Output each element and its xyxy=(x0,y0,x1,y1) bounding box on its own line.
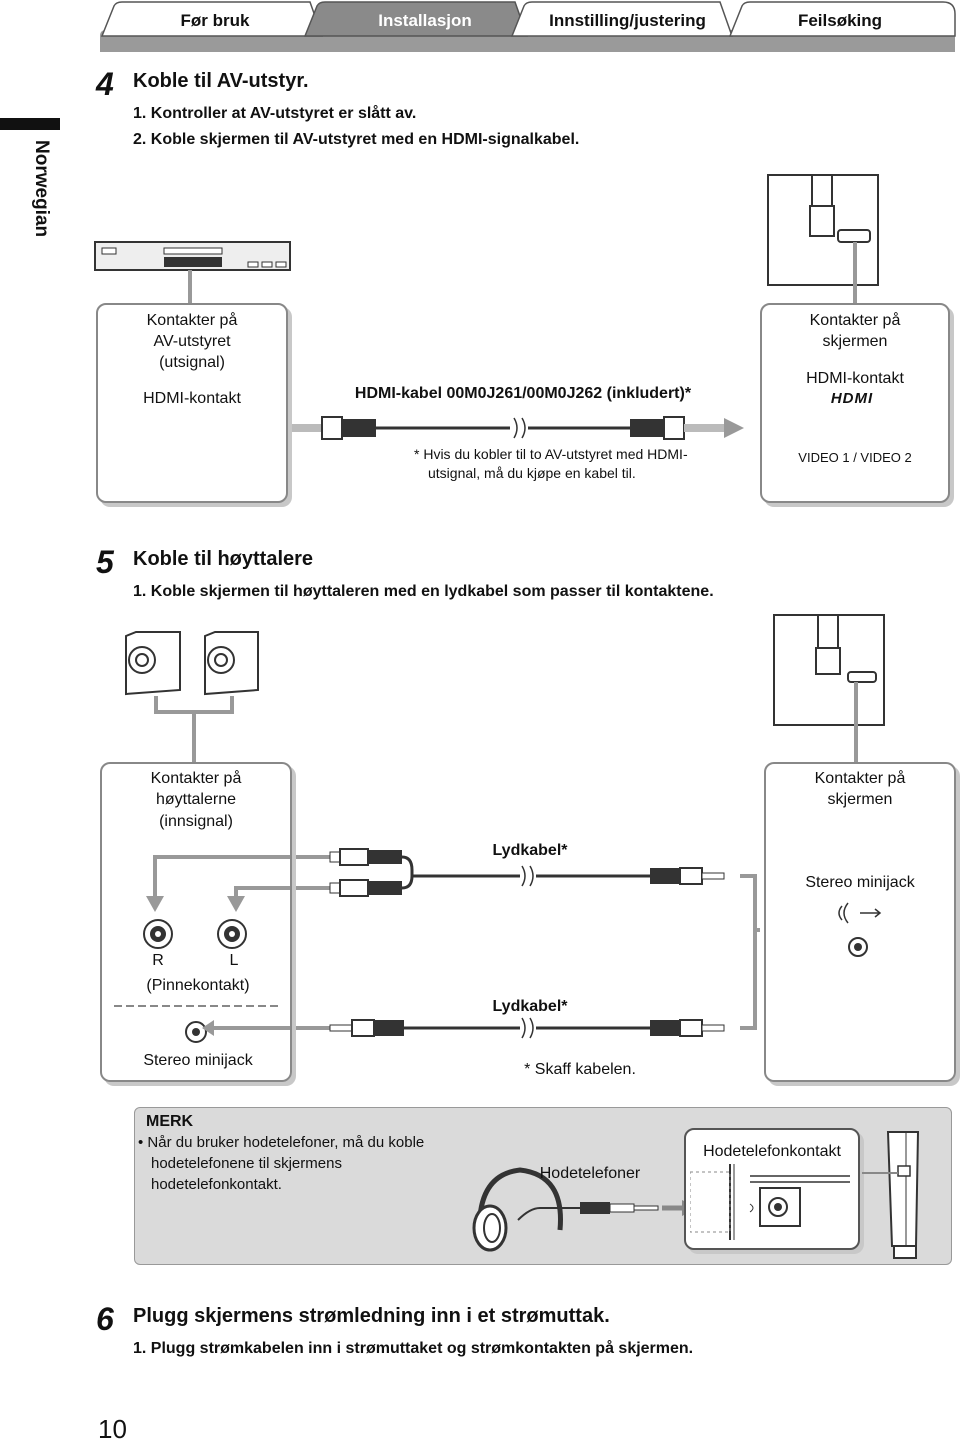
monitor-audio-title-1: Kontakter på xyxy=(814,770,906,787)
av-box-title-1: Kontakter på xyxy=(146,312,238,329)
step-4-line-2: 2. Koble skjermen til AV-utstyret med en HDMI-signalkabel. xyxy=(133,131,580,148)
tab-innstilling-justering[interactable]: Innstilling/justering xyxy=(549,11,706,30)
hdmi-cable-label: HDMI-kabel 00M0J261/00M0J262 (inkludert)* xyxy=(354,385,692,402)
tab-for-bruk[interactable]: Før bruk xyxy=(180,11,250,30)
step-5-line: 1. Koble skjermen til høyttaleren med en lydkabel som passer til kontaktene. xyxy=(133,583,714,600)
note-line-1: • Når du bruker hodetelefoner, må du koble xyxy=(138,1134,425,1151)
headphone-jack-label: Hodetelefonkontakt xyxy=(703,1143,841,1160)
step-4-line-1: 1. Kontroller at AV-utstyret er slått av. xyxy=(133,105,417,122)
step-6-title: Plugg skjermens strømledning inn i et strømuttak. xyxy=(133,1305,610,1327)
step-5-number: 5 xyxy=(96,544,114,580)
speakers-illustration xyxy=(126,632,258,762)
av-box-title-3: (utsignal) xyxy=(159,354,225,371)
pin-connector-label: (Pinnekontakt) xyxy=(146,977,250,994)
step-6-number: 6 xyxy=(96,1301,114,1337)
step-6-line: 1. Plugg strømkabelen inn i strømuttaket og strømkontakten på skjermen. xyxy=(133,1340,694,1357)
video-label: VIDEO 1 / VIDEO 2 xyxy=(798,450,912,465)
monitor-audio-box xyxy=(764,762,956,1082)
r-label: R xyxy=(152,952,164,969)
step-5-footnote: * Skaff kabelen. xyxy=(524,1061,636,1078)
step-4-title: Koble til AV-utstyr. xyxy=(133,70,309,92)
av-box-port-label: HDMI-kontakt xyxy=(143,390,241,407)
note-heading: MERK xyxy=(146,1113,194,1130)
tab-feilsoking[interactable]: Feilsøking xyxy=(797,11,883,30)
monitor-minijack-label: Stereo minijack xyxy=(805,874,915,891)
jack-detail-illustration xyxy=(690,1162,860,1242)
av-box-title-2: AV-utstyret xyxy=(153,333,231,350)
monitor-box-title-1: Kontakter på xyxy=(809,312,901,329)
monitor-illustration-top xyxy=(768,175,878,303)
l-label: L xyxy=(229,952,239,969)
monitor-side-illustration xyxy=(858,1126,950,1261)
step-4-number: 4 xyxy=(96,66,114,102)
audio-cable-1-label: Lydkabel* xyxy=(492,842,568,859)
monitor-audio-title-2: skjermen xyxy=(827,791,893,808)
note-line-3: hodetelefonkontakt. xyxy=(151,1176,282,1193)
step-5-title: Koble til høyttalere xyxy=(133,548,314,570)
speaker-minijack-label: Stereo minijack xyxy=(143,1052,253,1069)
hdmi-logo: HDMI xyxy=(830,390,874,407)
page-number: 10 xyxy=(98,1414,127,1444)
monitor-illustration-mid xyxy=(774,615,884,762)
speaker-box-title-1: Kontakter på xyxy=(150,770,242,787)
audio-cable-2-label: Lydkabel* xyxy=(492,998,568,1015)
speaker-box-title-3: (innsignal) xyxy=(159,813,233,830)
av-device-illustration xyxy=(95,242,290,303)
side-language-label: Norwegian xyxy=(31,140,52,238)
step-4-footnote-2: utsignal, må du kjøpe en kabel til. xyxy=(428,465,636,481)
hdmi-cable-illustration xyxy=(262,417,744,439)
speaker-connectors-box xyxy=(100,762,292,1082)
monitor-box-port-label: HDMI-kontakt xyxy=(806,370,904,387)
step-4-footnote-1: * Hvis du kobler til to AV-utstyret med HDMI- xyxy=(414,446,688,462)
speaker-box-title-2: høyttalerne xyxy=(155,791,237,808)
monitor-box-title-2: skjermen xyxy=(822,333,888,350)
tab-installasjon[interactable]: Installasjon xyxy=(378,11,472,30)
headphones-label: Hodetelefoner xyxy=(539,1165,641,1182)
side-tab-marker xyxy=(0,118,60,130)
note-line-2: hodetelefonene til skjermens xyxy=(151,1155,342,1172)
